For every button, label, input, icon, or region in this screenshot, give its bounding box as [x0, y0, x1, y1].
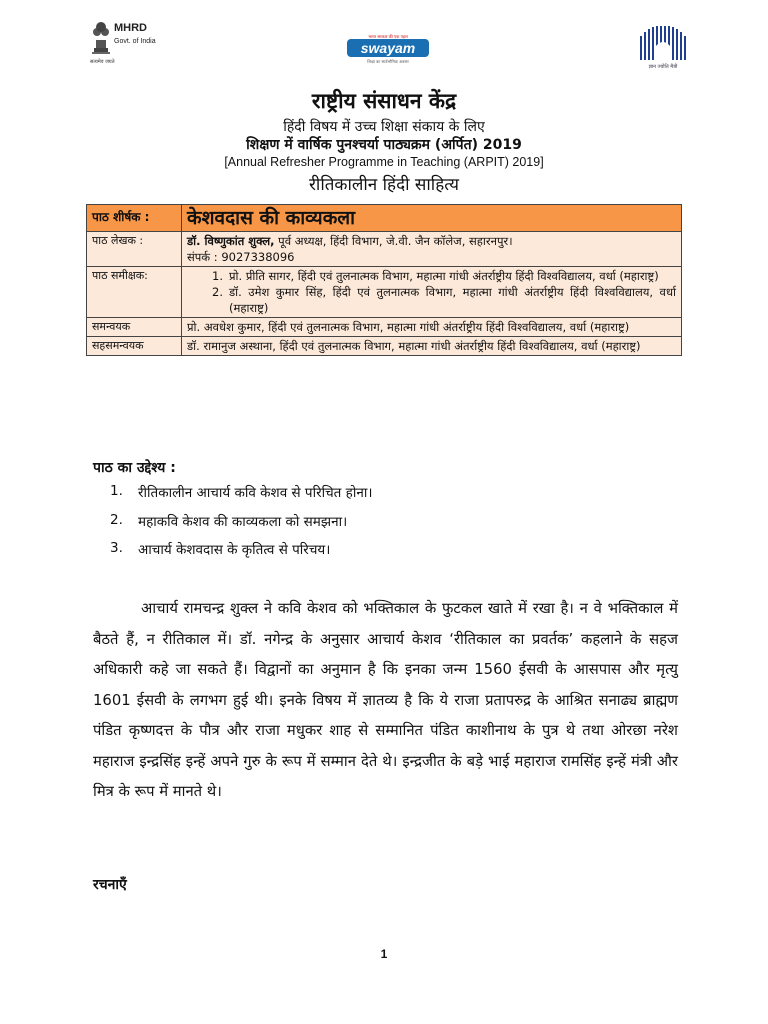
table-row-coordinator	[87, 318, 682, 337]
list-item	[110, 483, 372, 512]
mhrd-subtitle: Govt. of India	[114, 38, 156, 45]
objective-number: 2.	[110, 511, 123, 528]
table-row-reviewers	[87, 267, 682, 318]
reviewer-text: प्रो. प्रीति सागर, हिंदी एवं तुलनात्मक विभाग, महात्मा गांधी अंतर्राष्ट्रीय हिंदी विश्वविद्यालय, वर्धा (महाराष्ट्र)	[229, 269, 659, 283]
reviewer-number: 2.	[212, 285, 223, 299]
swayam-tagline: शिक्षा का सार्वभौमिक अवसर	[367, 59, 409, 64]
page-number: 1	[380, 947, 388, 961]
author-name: डॉ. विष्णुकांत शुक्ल,	[187, 234, 275, 248]
library-barcode-icon	[634, 26, 692, 62]
cocoordinator-label: सहसमन्वयक	[87, 337, 182, 356]
reviewer-item	[187, 268, 676, 284]
reviewer-number: 1.	[212, 269, 223, 283]
cocoordinator-value: डॉ. रामानुज अस्थाना, हिंदी एवं तुलनात्मक विभाग, महात्मा गांधी अंतर्राष्ट्रीय हिंदी विश्वविद्यालय, वर्धा (महाराष्ट्र)	[182, 337, 682, 356]
library-logo	[634, 26, 692, 74]
reviewer-label: पाठ समीक्षक:	[87, 267, 182, 318]
lesson-title: केशवदास की काव्यकला	[187, 207, 356, 229]
body-paragraph: आचार्य रामचन्द्र शुक्ल ने कवि केशव को भक्तिकाल के फुटकल खाते में रखा है। न वे भक्तिकाल में बैठते हैं, न रीतिकाल में। डॉ. नगेन्द्र के अनुसार आचार्य केशव ‘रीतिकाल का प्रवर्तक’ कहलाने के सहज अधिकारी कहे जा सकते हैं। विद्वानों का अनुमान है कि इनका जन्म 1560 ईसवी के आसपास और मृत्यु 1601 ईसवी के लगभग हुई थी। इनके विषय में ज्ञातव्य है कि ये राजा प्रतापरुद्र के आश्रित सनाढ्य ब्राह्मण पंडित कृष्णदत्त के पौत्र और राजा मधुकर शाह से सम्मानित पंडित काशीनाथ के पुत्र थे तथा ओरछा नरेश महाराज इन्द्रसिंह इन्हें अपने गुरु के रूप में सम्मान देते थे। इन्द्रजीत के बड़े भाई महाराज रामसिंह इन्हें मंत्री और मित्र के रूप में मानते थे।	[93, 600, 678, 800]
reviewer-text: डॉ. उमेश कुमार सिंह, हिंदी एवं तुलनात्मक विभाग, महात्मा गांधी अंतर्राष्ट्रीय हिंदी विश्वविद्यालय, वर्धा (महाराष्ट्र)	[229, 285, 676, 315]
swayam-top-text: भारत सरकार की एक पहल	[368, 34, 408, 39]
list-item	[110, 512, 372, 541]
table-row-cocoordinator	[87, 337, 682, 356]
author-label: पाठ लेखक :	[87, 232, 182, 267]
subject-title: रीतिकालीन हिंदी साहित्य	[308, 175, 460, 195]
objective-text: महाकवि केशव की काव्यकला को समझना।	[138, 513, 348, 530]
national-emblem-icon	[90, 18, 112, 58]
objective-text: आचार्य केशवदास के कृतित्व से परिचय।	[138, 542, 331, 558]
objective-text: रीतिकालीन आचार्य कवि केशव से परिचित होना।	[138, 485, 373, 501]
section-heading: रचनाएँ	[93, 877, 127, 893]
table-row-author	[87, 232, 682, 267]
author-contact: संपर्क : 9027338096	[187, 250, 295, 264]
mhrd-motto: सत्यमेव जयते	[90, 59, 115, 65]
title-label: पाठ शीर्षक :	[87, 205, 182, 232]
program-line: हिंदी विषय में उच्च शिक्षा संकाय के लिए	[283, 119, 485, 135]
reviewer-item	[187, 284, 676, 316]
mhrd-title: MHRD	[114, 22, 147, 34]
coordinator-label: समन्वयक	[87, 318, 182, 337]
list-item	[110, 540, 372, 569]
coordinator-value: प्रो. अवधेश कुमार, हिंदी एवं तुलनात्मक विभाग, महात्मा गांधी अंतर्राष्ट्रीय हिंदी विश्वविद्यालय, वर्धा (महाराष्ट्र)	[182, 318, 682, 337]
library-caption: ज्ञान ज्योति मैत्री	[648, 64, 678, 70]
table-row-title	[87, 205, 682, 232]
objective-number: 1.	[110, 483, 123, 499]
program-title-english: [Annual Refresher Programme in Teaching (ARPIT) 2019]	[224, 155, 544, 169]
lesson-info-table	[86, 204, 682, 356]
mhrd-logo	[90, 18, 170, 66]
objectives-heading: पाठ का उद्देश्य :	[93, 460, 176, 476]
swayam-wordmark: swayam	[347, 39, 429, 57]
objective-number: 3.	[110, 540, 123, 556]
program-title-hindi: शिक्षण में वार्षिक पुनश्चर्या पाठ्यक्रम (अर्पित) 2019	[246, 137, 522, 153]
objectives-list	[110, 483, 372, 569]
swayam-logo	[347, 34, 429, 68]
author-detail: पूर्व अध्यक्ष, हिंदी विभाग, जे.वी. जैन कॉलेज, सहारनपुर।	[274, 234, 513, 248]
org-title: राष्ट्रीय संसाधन केंद्र	[311, 88, 457, 113]
